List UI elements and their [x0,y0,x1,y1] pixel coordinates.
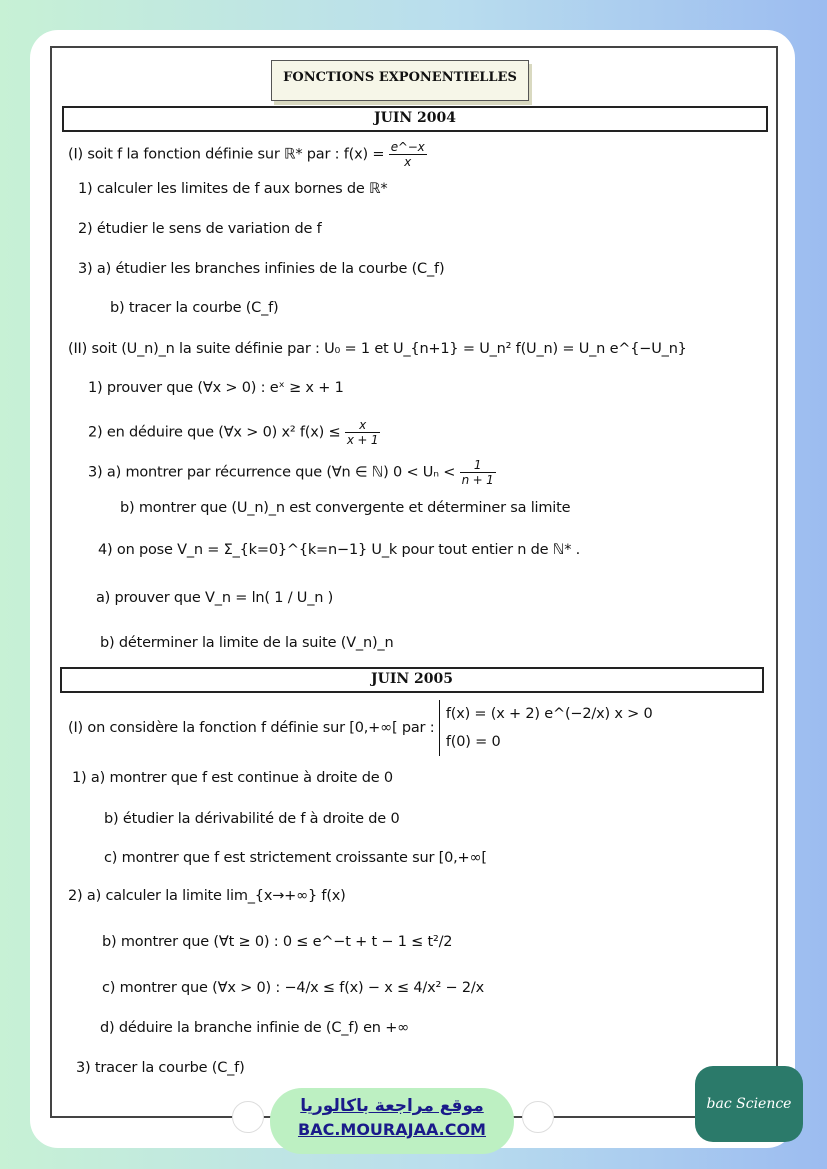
s1-q3b: b) tracer la courbe (C_f) [110,300,279,316]
s1-intro: (I) soit f la fonction définie sur ℝ* par : f(x) = $\frac{e\^{}-x}{x}$ [68,140,425,169]
piecewise-system: f(x) = (x + 2) e^(−2/x) x > 0 f(0) = 0 [439,700,653,756]
s2-q2b: b) montrer que (∀t ≥ 0) : 0 ≤ e^−t + t − 1 ≤ t²/2 [102,934,453,950]
s2-intro: (I) on considère la fonction f définie sur [0,+∞[ par : f(x) = (x + 2) e^(−2/x) x > 0 f(0) = 0 [68,700,653,756]
s1-q2: 2) étudier le sens de variation de f [78,221,322,237]
s1-part2: (II) soit (U_n)_n la suite définie par : U₀ = 1 et U_{n+1} = U_n² f(U_n) = U_n e^{−U_n} [68,341,687,357]
bac-science-badge: bac Science [695,1066,803,1142]
section-header-2004: JUIN 2004 [62,106,768,132]
s1-p4: 4) on pose V_n = Σ_{k=0}^{k=n−1} U_k pour tout entier n de ℕ* . [98,542,581,558]
s2-q1c: c) montrer que f est strictement croissante sur [0,+∞[ [104,850,487,866]
s1-p3a: 3) a) montrer par récurrence que (∀n ∈ ℕ) 0 < Uₙ < $\frac{1}{n + 1}$ [88,458,494,487]
small-logo-right-icon [522,1101,554,1133]
s2-q2a: 2) a) calculer la limite lim_{x→+∞} f(x) [68,888,346,904]
s2-q3: 3) tracer la courbe (C_f) [76,1060,245,1076]
s1-q1: 1) calculer les limites de f aux bornes de ℝ* [78,181,388,197]
document-title: FONCTIONS EXPONENTIELLES [271,60,529,101]
section-header-2005: JUIN 2005 [60,667,764,693]
s1-q3a: 3) a) étudier les branches infinies de la courbe (C_f) [78,261,445,277]
s1-p1: 1) prouver que (∀x > 0) : eˣ ≥ x + 1 [88,380,344,396]
footer-url[interactable]: BAC.MOURAJAA.COM [298,1120,486,1139]
s1-p4a: a) prouver que V_n = ln( 1 / U_n ) [96,590,334,606]
s1-p3b: b) montrer que (U_n)_n est convergente et déterminer sa limite [120,500,571,516]
footer-logo[interactable] [270,1088,514,1154]
footer-arabic: موقع مراجعة باكالوريا [300,1096,484,1116]
s1-p4b: b) déterminer la limite de la suite (V_n)_n [100,635,394,651]
s1-p2: 2) en déduire que (∀x > 0) x² f(x) ≤ $\frac{x}{x + 1}$ [88,418,379,447]
small-logo-left-icon [232,1101,264,1133]
s2-q2c: c) montrer que (∀x > 0) : −4/x ≤ f(x) − x ≤ 4/x² − 2/x [102,980,484,996]
s2-q1b: b) étudier la dérivabilité de f à droite de 0 [104,811,400,827]
s2-q2d: d) déduire la branche infinie de (C_f) en +∞ [100,1020,410,1036]
s2-q1a: 1) a) montrer que f est continue à droite de 0 [72,770,393,786]
document-frame [50,46,778,1118]
